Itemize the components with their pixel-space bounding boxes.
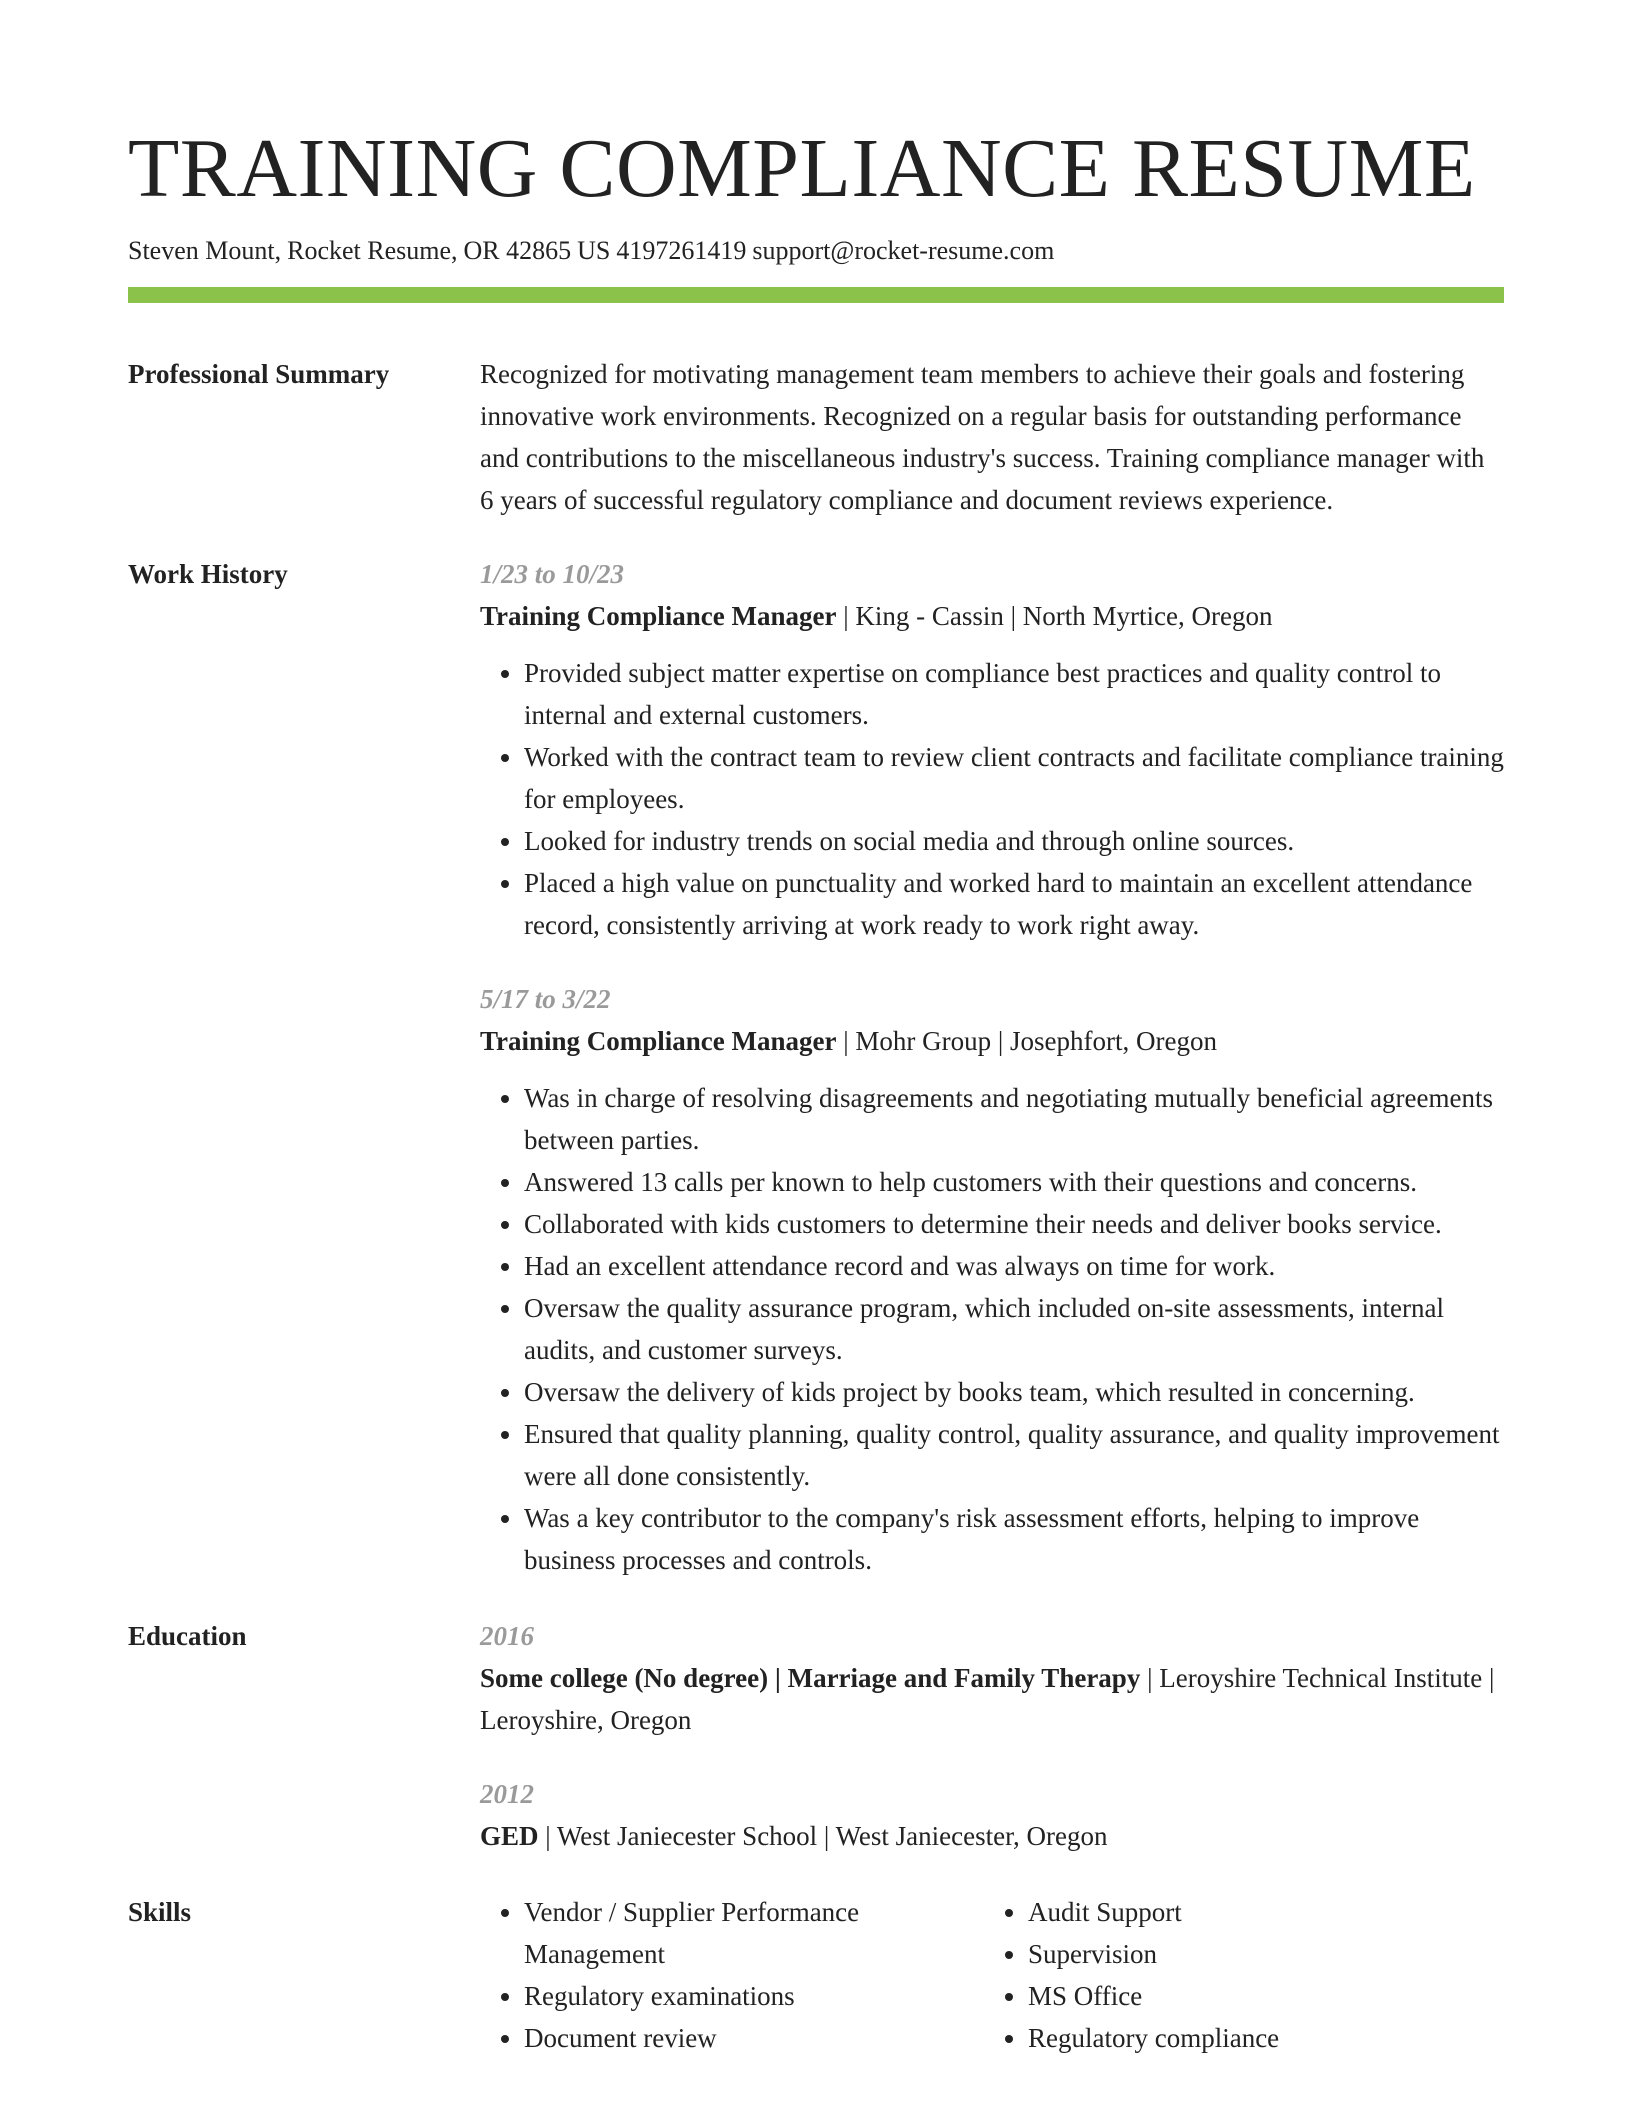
work-entry-details: | King - Cassin | North Myrtice, Oregon — [836, 601, 1273, 631]
skills-section — [128, 1891, 1504, 2059]
contact-city: Rocket Resume, — [287, 236, 458, 265]
work-entry-role-line — [480, 595, 1504, 637]
education-section — [128, 1615, 1504, 1857]
skills-list — [480, 1891, 984, 2059]
work-bullet: • Was in charge of resolving disagreements and negotiating mutually beneficial agreements between parties. — [524, 1077, 1504, 1161]
work-bullet: • Placed a high value on punctuality and worked hard to maintain an excellent attendance record, consistently arriving at work ready to work right away. — [524, 862, 1504, 946]
skill-item: • Vendor / Supplier Performance Management — [524, 1891, 984, 1975]
work-entry-details: | Mohr Group | Josephfort, Oregon — [836, 1026, 1217, 1056]
work-bullet: • Oversaw the delivery of kids project by books team, which resulted in concerning. — [524, 1371, 1504, 1413]
skill-item: • Regulatory examinations — [524, 1975, 984, 2017]
work-bullet: • Looked for industry trends on social media and through online sources. — [524, 820, 1504, 862]
education-degree: Some college (No degree) | Marriage and Family Therapy — [480, 1663, 1141, 1693]
skills-column-right — [984, 1891, 1488, 2059]
skill-item: • Supervision — [1028, 1933, 1488, 1975]
education-body — [480, 1615, 1504, 1857]
work-entry-role: Training Compliance Manager — [480, 1026, 837, 1056]
skills-list — [984, 1891, 1488, 2059]
contact-country: US — [577, 236, 611, 265]
work-bullet: • Collaborated with kids customers to determine their needs and deliver books service. — [524, 1203, 1504, 1245]
summary-heading: Professional Summary — [128, 359, 390, 389]
work-entry-dates: 5/17 to 3/22 — [480, 984, 611, 1014]
work-bullet: • Was a key contributor to the company's risk assessment efforts, helping to improve business processes and controls. — [524, 1497, 1504, 1581]
work-entry-bullets — [480, 1077, 1504, 1581]
skills-body — [480, 1891, 1504, 2059]
education-year: 2012 — [480, 1779, 534, 1809]
work-entry-bullets — [480, 652, 1504, 946]
education-line — [480, 1657, 1504, 1741]
education-degree: GED — [480, 1821, 539, 1851]
work-entry-role-line — [480, 1020, 1504, 1062]
work-bullet: • Oversaw the quality assurance program, which included on-site assessments, internal audits, and customer surveys. — [524, 1287, 1504, 1371]
education-heading: Education — [128, 1621, 247, 1651]
education-entry — [480, 1615, 1504, 1741]
work-entry — [480, 553, 1504, 946]
work-bullet: • Ensured that quality planning, quality control, quality assurance, and quality improvement were all done consistently. — [524, 1413, 1504, 1497]
contact-phone: 4197261419 — [616, 236, 747, 265]
education-details: | West Janiecester School | West Janiecester, Oregon — [538, 1821, 1108, 1851]
skill-item: • Audit Support — [1028, 1891, 1488, 1933]
work-history-heading: Work History — [128, 559, 288, 589]
work-bullet: • Answered 13 calls per known to help customers with their questions and concerns. — [524, 1161, 1504, 1203]
summary-text: Recognized for motivating management team members to achieve their goals and fostering innovative work environments. Recognized on a regular basis for outstanding performance and contributions to the miscellaneous industry's success. Training compliance manager with 6 years of successful regulatory compliance and document reviews experience. — [480, 359, 1485, 515]
work-history-section — [128, 553, 1504, 1581]
summary-section — [128, 353, 1504, 521]
contact-person: Steven Mount, — [128, 236, 282, 265]
work-bullet: • Worked with the contract team to review client contracts and facilitate compliance training for employees. — [524, 736, 1504, 820]
skills-heading: Skills — [128, 1897, 192, 1927]
work-entry — [480, 978, 1504, 1581]
work-entry-dates: 1/23 to 10/23 — [480, 559, 625, 589]
resume-title: TRAINING COMPLIANCE RESUME — [128, 122, 1476, 215]
work-entry-role: Training Compliance Manager — [480, 601, 837, 631]
work-bullet: • Had an excellent attendance record and was always on time for work. — [524, 1245, 1504, 1287]
skills-column-left — [480, 1891, 984, 2059]
education-year: 2016 — [480, 1621, 534, 1651]
header-divider — [128, 287, 1504, 303]
work-history-body — [480, 553, 1504, 1581]
skill-item: • MS Office — [1028, 1975, 1488, 2017]
education-details: | Leroyshire Technical Institute | Leroyshire, Oregon — [480, 1663, 1495, 1735]
education-line — [480, 1815, 1504, 1857]
skill-item: • Document review — [524, 2017, 984, 2059]
contact-state-zip: OR 42865 — [463, 236, 572, 265]
resume-page — [128, 118, 1504, 2059]
contact-line — [128, 234, 1504, 268]
skill-item: • Regulatory compliance — [1028, 2017, 1488, 2059]
work-bullet: • Provided subject matter expertise on compliance best practices and quality control to internal and external customers. — [524, 652, 1504, 736]
education-entry — [480, 1773, 1504, 1857]
contact-email[interactable]: support@rocket-resume.com — [752, 236, 1055, 265]
